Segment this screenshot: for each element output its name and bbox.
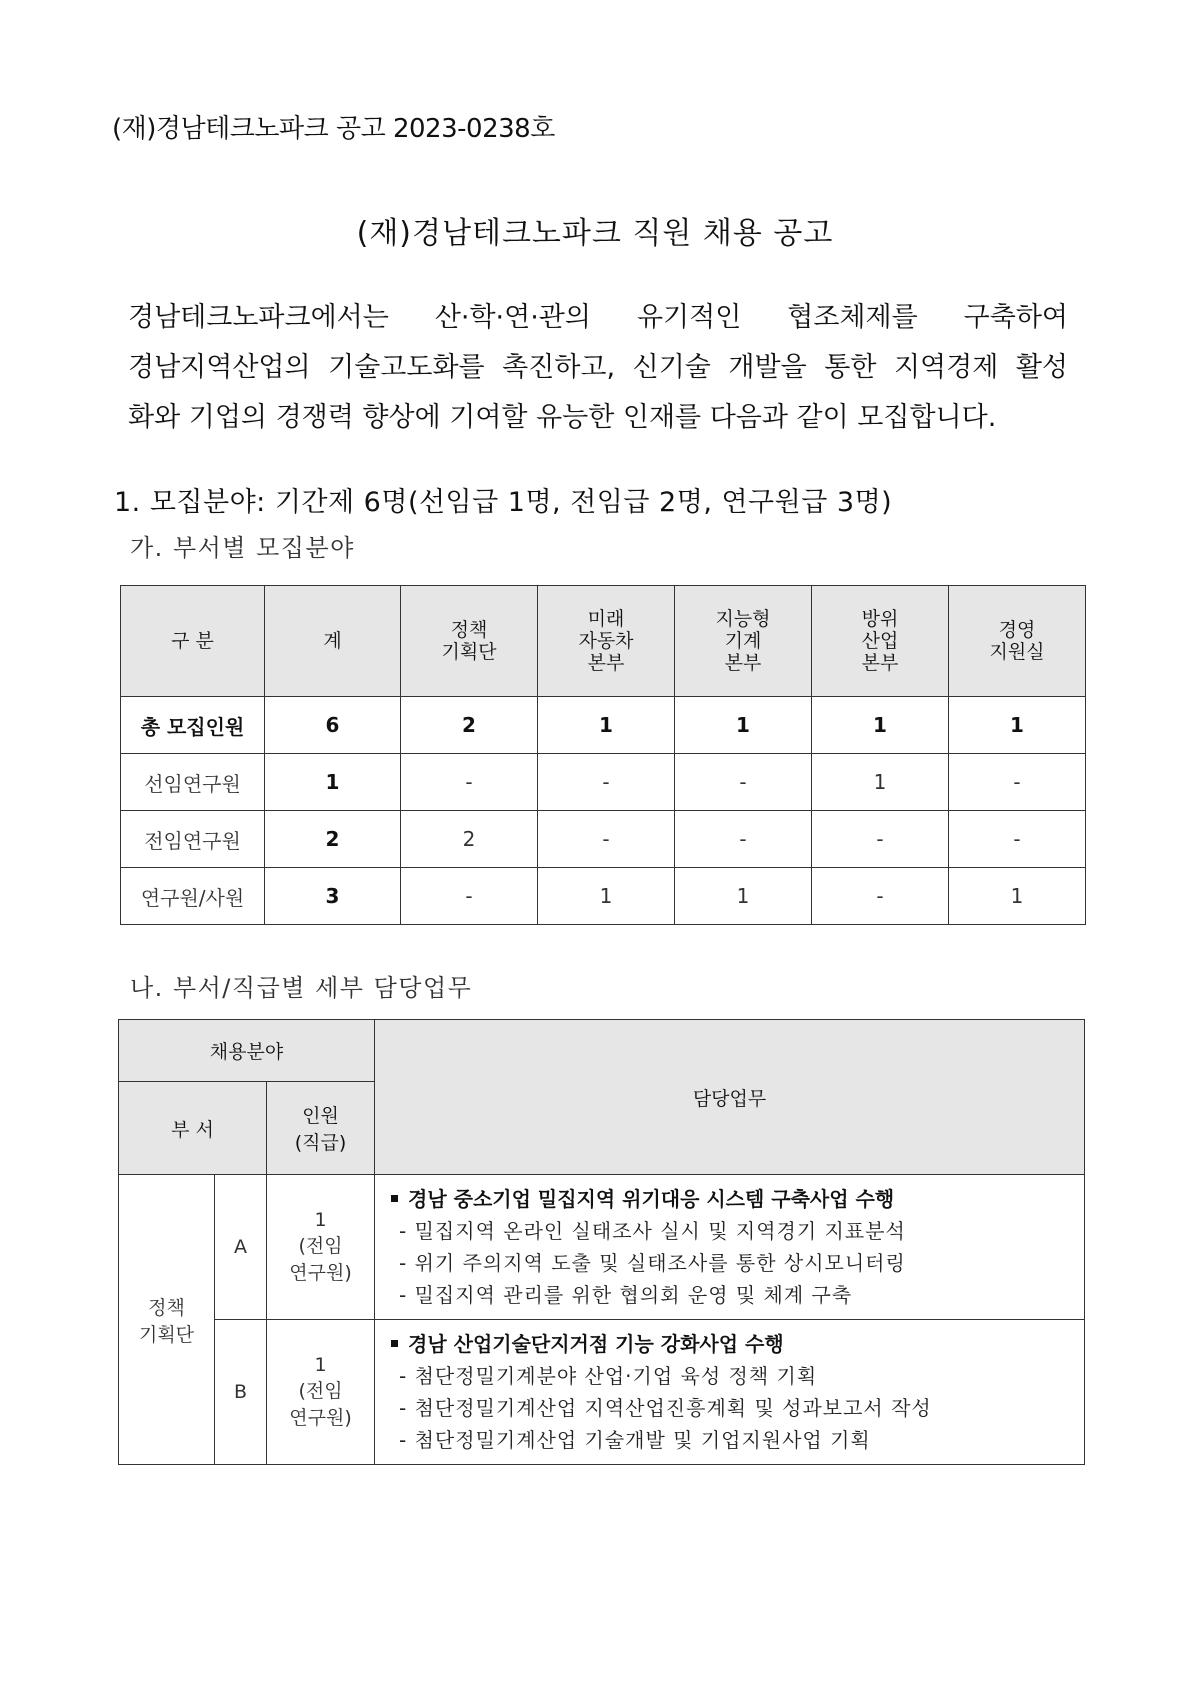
duty-item: - 밀집지역 관리를 위한 협의회 운영 및 체계 구축: [399, 1283, 853, 1307]
table-cell: -: [949, 754, 1086, 811]
duty-item: - 첨단정밀기계분야 산업·기업 육성 정책 기획: [399, 1364, 818, 1388]
dept-header: 부 서: [119, 1082, 267, 1175]
subsection-heading: 나. 부서/직급별 세부 담당업무: [130, 974, 473, 1002]
table-row: [121, 697, 1086, 754]
row-label: 선임연구원: [121, 754, 265, 811]
table-cell: 1: [949, 697, 1086, 754]
field-header: 채용분야: [119, 1020, 375, 1082]
position-code: A: [215, 1175, 267, 1320]
square-bullet-icon: [391, 1340, 398, 1347]
duty-header: 담당업무: [375, 1020, 1085, 1175]
table-row: [119, 1175, 1085, 1320]
table-cell: -: [675, 811, 812, 868]
row-label: 총 모집인원: [121, 697, 265, 754]
table-cell: 1: [265, 754, 401, 811]
table-row: [119, 1320, 1085, 1465]
table-cell: 1: [812, 754, 949, 811]
intro-line: 화와 기업의 경쟁력 향상에 기여할 유능한 인재를 다음과 같이 모집합니다.: [128, 402, 997, 433]
table-cell: 2: [401, 697, 538, 754]
table-cell: -: [538, 754, 675, 811]
table-cell: -: [949, 811, 1086, 868]
table-cell: -: [538, 811, 675, 868]
table-cell: 6: [265, 697, 401, 754]
intro-line: 경남테크노파크에서는 산·학·연·관의 유기적인 협조체제를 구축하여: [128, 302, 1068, 333]
table-cell: 1: [675, 697, 812, 754]
duty-cell: [375, 1320, 1085, 1465]
recruitment-by-department-table: [120, 585, 1086, 925]
duty-item: - 밀집지역 온라인 실태조사 실시 및 지역경기 지표분석: [399, 1219, 906, 1243]
table-row: [121, 811, 1086, 868]
section-heading: 1. 모집분야: 기간제 6명(선임급 1명, 전임급 2명, 연구원급 3명): [114, 487, 893, 518]
duty-item: - 첨단정밀기계산업 지역산업진흥계획 및 성과보고서 작성: [399, 1396, 932, 1420]
notice-number: (재)경남테크노파크 공고 2023-0238호: [112, 114, 555, 144]
header-cell: 구 분: [121, 586, 265, 697]
header-cell: 계: [265, 586, 401, 697]
position-code: B: [215, 1320, 267, 1465]
table-cell: 2: [265, 811, 401, 868]
table-header-row: [121, 586, 1086, 697]
duty-item: - 위기 주의지역 도출 및 실태조사를 통한 상시모니터링: [399, 1251, 906, 1275]
header-cell: 경영 지원실: [949, 586, 1086, 697]
table-cell: 1: [949, 868, 1086, 925]
page-title: (재)경남테크노파크 직원 채용 공고: [356, 216, 834, 251]
dept-name: 정책 기획단: [119, 1175, 215, 1465]
table-row: [121, 754, 1086, 811]
header-cell: 정책 기획단: [401, 586, 538, 697]
table-cell: 1: [812, 697, 949, 754]
duty-lead: 경남 산업기술단지거점 기능 강화사업 수행: [391, 1328, 1084, 1360]
table-cell: -: [401, 868, 538, 925]
table-cell: -: [812, 811, 949, 868]
subsection-heading: 가. 부서별 모집분야: [130, 534, 355, 562]
duty-detail-table: [118, 1019, 1085, 1465]
duty-item: - 첨단정밀기계산업 기술개발 및 기업지원사업 기획: [399, 1428, 871, 1452]
row-label: 연구원/사원: [121, 868, 265, 925]
table-cell: 1: [675, 868, 812, 925]
table-row: [121, 868, 1086, 925]
duty-lead: 경남 중소기업 밀집지역 위기대응 시스템 구축사업 수행: [391, 1183, 1084, 1215]
header-cell: 방위 산업 본부: [812, 586, 949, 697]
rank-cell: 1 (전임 연구원): [267, 1320, 375, 1465]
table-cell: 2: [401, 811, 538, 868]
table-cell: -: [401, 754, 538, 811]
table-cell: -: [675, 754, 812, 811]
table-cell: 1: [538, 697, 675, 754]
header-cell: 지능형 기계 본부: [675, 586, 812, 697]
table-cell: -: [812, 868, 949, 925]
square-bullet-icon: [391, 1195, 398, 1202]
header-cell: 미래 자동차 본부: [538, 586, 675, 697]
rank-cell: 1 (전임 연구원): [267, 1175, 375, 1320]
duty-cell: [375, 1175, 1085, 1320]
row-label: 전임연구원: [121, 811, 265, 868]
table-cell: 1: [538, 868, 675, 925]
rank-header: 인원 (직급): [267, 1082, 375, 1175]
intro-line: 경남지역산업의 기술고도화를 촉진하고, 신기술 개발을 통한 지역경제 활성: [128, 352, 1068, 383]
intro-paragraph: [128, 293, 1068, 443]
table-cell: 3: [265, 868, 401, 925]
